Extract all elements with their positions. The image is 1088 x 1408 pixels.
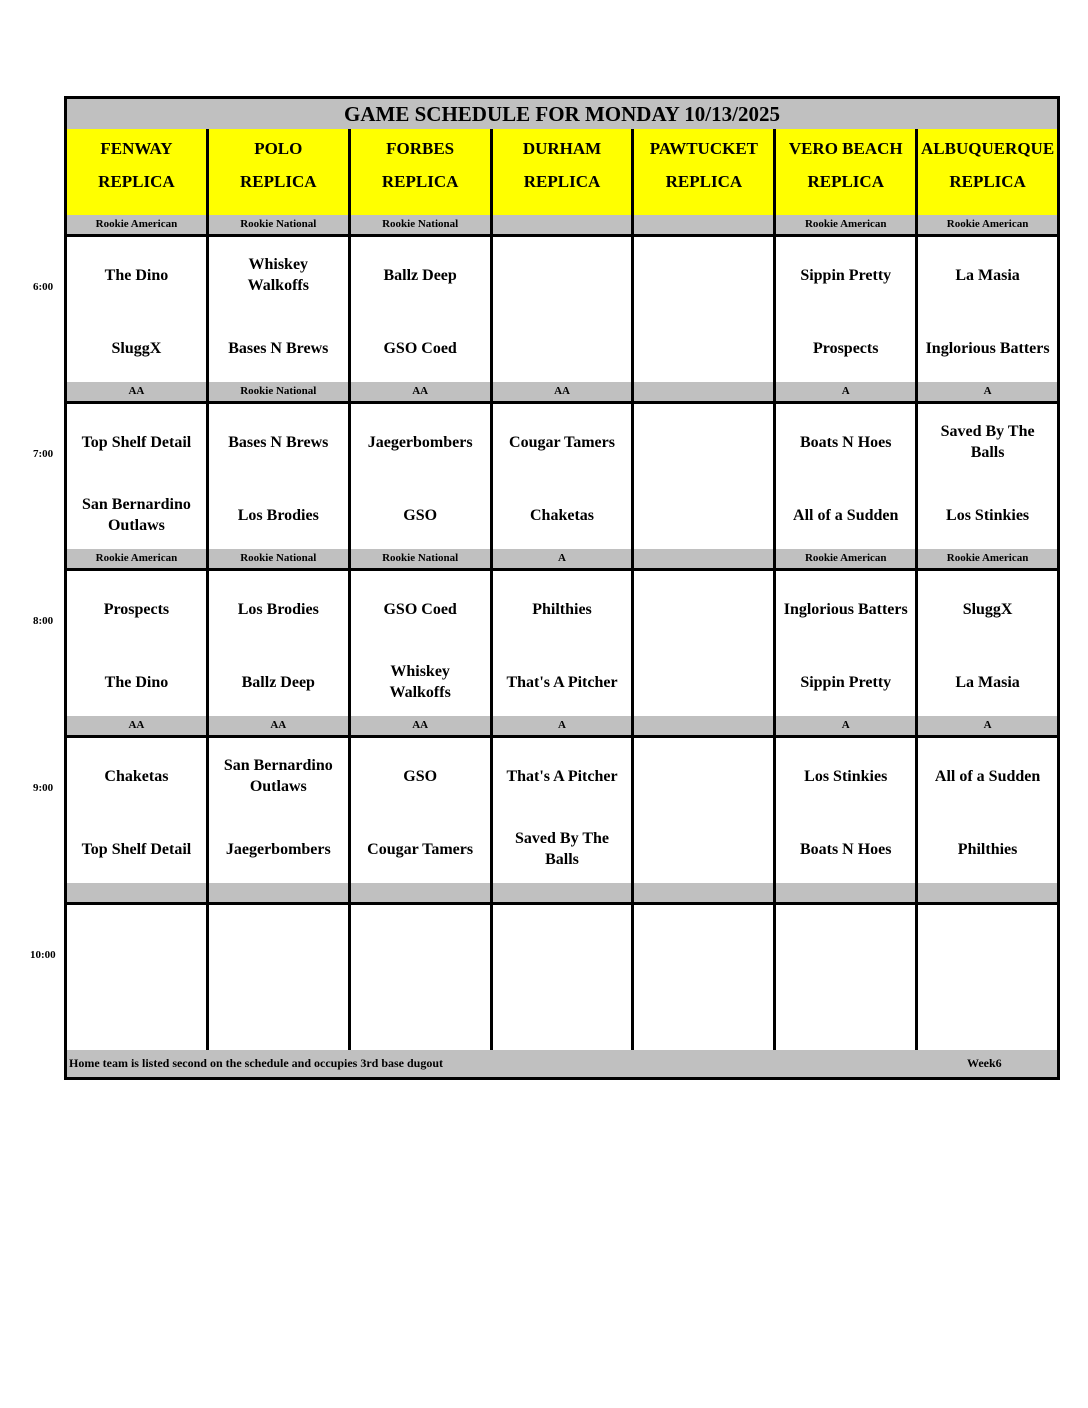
time-label: 8:00: [33, 615, 54, 627]
division-label: [634, 716, 776, 735]
home-team: Chaketas: [530, 506, 595, 524]
away-team: [67, 919, 206, 967]
field-name: POLO: [254, 139, 303, 158]
home-team: [634, 658, 773, 706]
away-team: [776, 919, 915, 967]
division-label: A: [776, 382, 918, 401]
away-team: Chaketas: [104, 767, 169, 785]
game-cell: [493, 237, 635, 382]
game-slot-row: [67, 237, 1057, 385]
field-subtitle: REPLICA: [98, 172, 175, 191]
home-team: La Masia: [955, 673, 1020, 691]
home-team: [493, 992, 632, 1040]
home-team: Cougar Tamers: [367, 840, 474, 858]
field-header: [209, 129, 351, 215]
home-team: GSO Coed: [383, 339, 457, 357]
game-cell: [67, 905, 209, 1050]
division-label: Rookie American: [67, 215, 209, 234]
game-cell: [351, 905, 493, 1050]
game-slot-row: [67, 738, 1057, 886]
away-team: Bases N Brews: [228, 433, 329, 451]
home-team: Ballz Deep: [241, 673, 315, 691]
game-cell: [493, 905, 635, 1050]
home-team: [776, 992, 915, 1040]
away-team: GSO: [403, 767, 438, 785]
away-team: The Dino: [104, 266, 169, 284]
division-label: A: [983, 385, 992, 397]
game-cell: [209, 404, 351, 549]
division-label: Rookie National: [351, 215, 493, 234]
game-cell: [209, 738, 351, 883]
away-team: [918, 919, 1057, 967]
field-subtitle: REPLICA: [949, 172, 1026, 191]
home-team: That's A Pitcher: [506, 673, 618, 691]
division-label: Rookie National: [351, 549, 493, 568]
field-subtitle: REPLICA: [523, 172, 601, 191]
away-team: Whiskey Walkoffs: [247, 256, 309, 294]
away-team: Sippin Pretty: [800, 266, 892, 284]
division-label: [493, 883, 635, 902]
division-label: Rookie American: [776, 549, 918, 568]
home-team: [634, 825, 773, 873]
game-cell: [918, 237, 1057, 382]
away-team: That's A Pitcher: [506, 767, 618, 785]
home-team: Jaegerbombers: [225, 840, 331, 858]
field-subtitle: REPLICA: [381, 172, 459, 191]
away-team: [493, 919, 632, 967]
time-label: 6:00: [33, 281, 54, 293]
division-label: [776, 883, 918, 902]
away-team: [634, 251, 773, 299]
field-header-row: [67, 129, 1057, 218]
field-name: PAWTUCKET: [649, 139, 759, 158]
field-name: VERO BEACH: [788, 139, 903, 158]
game-cell: [918, 738, 1057, 883]
division-label: [209, 883, 351, 902]
division-label: [918, 883, 1057, 902]
away-team: Ballz Deep: [383, 266, 457, 284]
division-row: [67, 716, 1057, 738]
division-label: Rookie National: [209, 382, 351, 401]
field-name: FORBES: [386, 139, 455, 158]
away-team: Saved By The Balls: [940, 423, 1035, 461]
division-label: Rookie American: [946, 218, 1029, 230]
schedule-footer: [67, 1050, 1057, 1077]
game-cell: [67, 237, 209, 382]
away-team: Inglorious Batters: [783, 600, 908, 618]
home-team: Philthies: [957, 840, 1018, 858]
game-cell: [209, 571, 351, 716]
game-cell: [634, 571, 776, 716]
home-team: Inglorious Batters: [925, 339, 1050, 357]
division-label: [634, 549, 776, 568]
game-cell: [351, 738, 493, 883]
home-team: [67, 992, 206, 1040]
division-label: Rookie American: [946, 552, 1029, 564]
away-team: Los Brodies: [237, 600, 319, 618]
time-label: 7:00: [33, 448, 54, 460]
away-team: All of a Sudden: [934, 767, 1041, 785]
away-team: [634, 418, 773, 466]
game-cell: [776, 905, 918, 1050]
field-header: [351, 129, 493, 215]
field-name: DURHAM: [522, 139, 602, 158]
away-team: [493, 251, 632, 299]
away-team: Jaegerbombers: [367, 433, 473, 451]
field-header: [776, 129, 918, 215]
game-cell: [351, 571, 493, 716]
time-label: 9:00: [33, 782, 54, 794]
home-team: Prospects: [812, 339, 879, 357]
away-team: SluggX: [962, 600, 1013, 618]
field-header: [918, 129, 1057, 215]
home-team: Boats N Hoes: [799, 840, 892, 858]
division-label: AA: [351, 716, 493, 735]
game-cell: [493, 571, 635, 716]
game-cell: [776, 404, 918, 549]
away-team: Top Shelf Detail: [81, 433, 192, 451]
away-team: Prospects: [103, 600, 170, 618]
game-cell: [918, 905, 1057, 1050]
away-team: Cougar Tamers: [509, 433, 615, 451]
game-slot-row: [67, 571, 1057, 719]
division-label: AA: [351, 382, 493, 401]
home-team: [209, 992, 348, 1040]
game-cell: [634, 905, 776, 1050]
home-team: Whiskey Walkoffs: [389, 663, 451, 701]
away-team: [634, 752, 773, 800]
home-team: GSO: [403, 506, 438, 524]
game-cell: [918, 571, 1057, 716]
division-label: [634, 883, 776, 902]
game-cell: [351, 404, 493, 549]
division-label: [493, 215, 635, 234]
home-team: [634, 491, 773, 539]
division-label: A: [493, 549, 635, 568]
home-team: Top Shelf Detail: [81, 840, 192, 858]
home-team: SluggX: [111, 339, 162, 357]
division-label: [634, 382, 776, 401]
division-label: Rookie National: [209, 549, 351, 568]
game-cell: [67, 738, 209, 883]
game-slot-row: [67, 905, 1057, 1053]
away-team: [634, 585, 773, 633]
division-row: [67, 382, 1057, 404]
division-label: Rookie American: [776, 215, 918, 234]
division-label: AA: [493, 382, 635, 401]
game-cell: [634, 237, 776, 382]
game-cell: [351, 237, 493, 382]
division-label: [634, 215, 776, 234]
game-cell: [776, 571, 918, 716]
home-team: [918, 992, 1057, 1040]
home-team: The Dino: [104, 673, 169, 691]
field-subtitle: REPLICA: [665, 172, 743, 191]
game-cell: [634, 738, 776, 883]
away-team: Philthies: [532, 600, 592, 618]
game-cell: [209, 237, 351, 382]
field-header: [67, 129, 209, 215]
division-label: [351, 883, 493, 902]
game-cell: [67, 404, 209, 549]
field-header: [493, 129, 635, 215]
away-team: [209, 919, 348, 967]
game-cell: [67, 571, 209, 716]
home-team: [634, 324, 773, 372]
division-row: [67, 883, 1057, 905]
division-label: Rookie National: [209, 215, 351, 234]
home-team: Sippin Pretty: [800, 673, 892, 691]
field-subtitle: REPLICA: [240, 172, 317, 191]
game-cell: [776, 738, 918, 883]
away-team: [351, 919, 490, 967]
away-team: La Masia: [955, 266, 1020, 284]
home-team: Los Brodies: [237, 506, 319, 524]
home-team-note: Home team is listed second on the schedule and occupies 3rd base dugout: [69, 1056, 444, 1070]
home-team: [493, 324, 632, 372]
away-team: Los Stinkies: [804, 767, 888, 785]
home-team: All of a Sudden: [793, 506, 899, 524]
division-row: [67, 215, 1057, 237]
division-row: [67, 549, 1057, 571]
home-team: [634, 992, 773, 1040]
time-label: 10:00: [30, 949, 56, 961]
division-label: AA: [67, 382, 209, 401]
home-team: Bases N Brews: [228, 339, 329, 357]
away-team: Boats N Hoes: [799, 433, 892, 451]
field-subtitle: REPLICA: [807, 172, 884, 191]
field-name: ALBUQUERQUE: [920, 139, 1055, 158]
game-cell: [634, 404, 776, 549]
home-team: Los Stinkies: [946, 506, 1030, 524]
schedule-title: GAME SCHEDULE FOR MONDAY 10/13/2025: [67, 99, 1057, 132]
division-label: A: [493, 716, 635, 735]
field-header: [634, 129, 776, 215]
division-label: AA: [67, 716, 209, 735]
week-label: Week6: [967, 1056, 1002, 1070]
division-label: [67, 883, 209, 902]
game-cell: [918, 404, 1057, 549]
division-label: A: [776, 716, 918, 735]
away-team: San Bernardino Outlaws: [223, 757, 333, 795]
division-label: Rookie American: [67, 549, 209, 568]
away-team: [634, 919, 773, 967]
division-label: A: [983, 719, 992, 731]
away-team: GSO Coed: [383, 600, 457, 618]
home-team: San Bernardino Outlaws: [81, 496, 191, 534]
game-slot-row: [67, 404, 1057, 552]
game-cell: [493, 404, 635, 549]
field-name: FENWAY: [100, 139, 173, 158]
game-cell: [776, 237, 918, 382]
game-cell: [209, 905, 351, 1050]
schedule-table: [64, 96, 1060, 1080]
game-cell: [493, 738, 635, 883]
home-team: [351, 992, 490, 1040]
division-label: AA: [209, 716, 351, 735]
home-team: Saved By The Balls: [515, 830, 609, 868]
